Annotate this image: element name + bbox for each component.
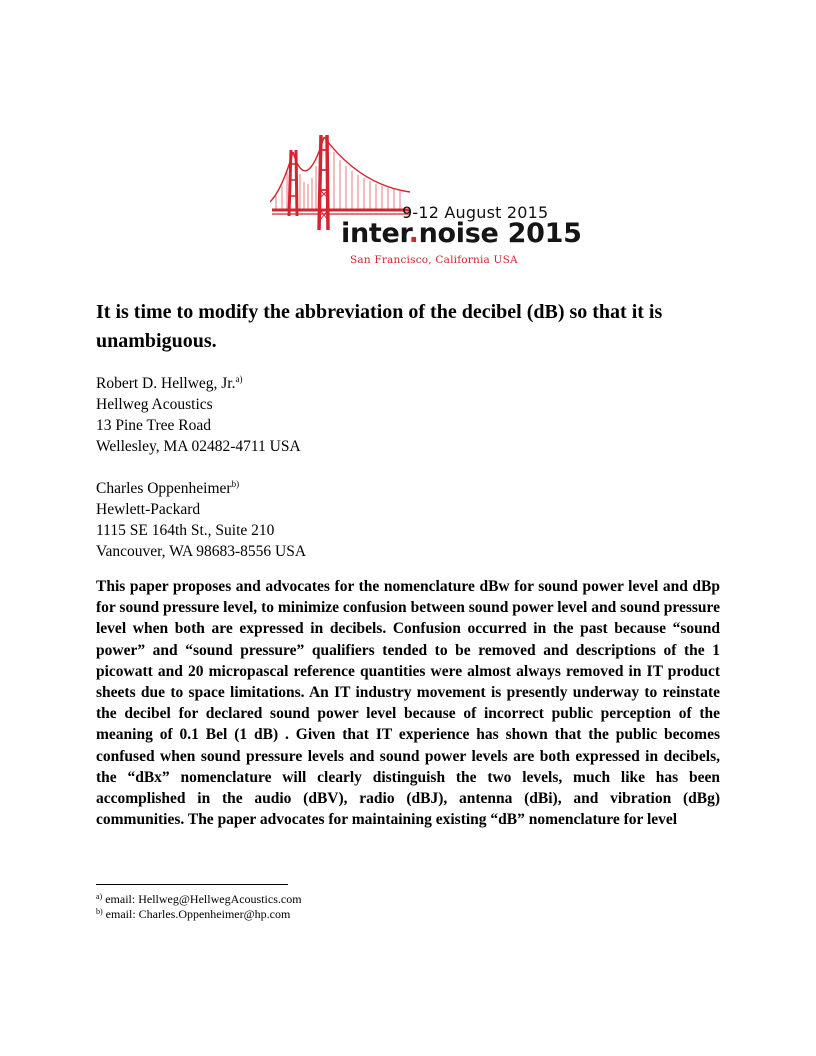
conference-name-dot: . <box>408 218 419 249</box>
footnote-text: email: Hellweg@HellwegAcoustics.com <box>105 892 302 906</box>
author-footnote-marker: b) <box>231 479 240 489</box>
author-address-line: 1115 SE 164th St., Suite 210 <box>96 522 275 539</box>
author-name <box>96 478 496 499</box>
author-affiliation: Hewlett-Packard <box>96 501 201 518</box>
footnote-marker: a) <box>96 892 103 901</box>
footnote-divider <box>96 884 288 885</box>
author-address-line: Wellesley, MA 02482-4711 USA <box>96 438 301 455</box>
author-name <box>96 373 496 394</box>
author-footnote-marker: a) <box>235 374 243 384</box>
footnote-text: email: Charles.Oppenheimer@hp.com <box>105 906 291 921</box>
footnote-marker: b) <box>96 906 103 916</box>
conference-name-part2: noise 2015 <box>418 218 582 249</box>
author-address-line: 13 Pine Tree Road <box>96 417 211 434</box>
footnote-item <box>96 892 596 907</box>
abstract: This paper proposes and advocates for the nomenclature dBw for sound power level and dBp for sound pressure level, to minimize confusion between sound power level and sound pressure level when both are expressed in decibels. Confusion occurred in the past because “sound power” and “sound pressure” qualifiers tended to be removed and descriptions of the 1 picowatt and 20 micropascal reference quantities were almost always removed in IT product sheets due to space limitations. An IT industry movement is presently underway to reinstate the decibel for declared sound power level because of incorrect public perception of the meaning of 0.1 Bel (1 dB) . Given that IT experience has shown that the public becomes confused when sound pressure levels and sound power levels are both expressed in decibels, the “dBx” nomenclature will clearly distinguish the two levels, much like has been accomplished in the audio (dBV), radio (dBJ), antenna (dBi), and vibration (dBg) communities. The paper advocates for maintaining existing “dB” nomenclature for level <box>96 578 720 829</box>
conference-logo <box>270 130 582 270</box>
footnote-item <box>96 907 596 922</box>
conference-name <box>341 218 582 249</box>
paper-title: It is time to modify the abbreviation of the decibel (dB) so that it is unambiguous. <box>96 301 663 352</box>
golden-gate-bridge-icon <box>270 130 410 230</box>
author-block-2 <box>96 478 496 562</box>
author-address-line: Vancouver, WA 98683-8556 USA <box>96 543 307 560</box>
footnotes <box>96 892 596 921</box>
author-affiliation: Hellweg Acoustics <box>96 396 213 413</box>
author-name-text: Charles Oppenheimer <box>96 480 232 497</box>
author-block-1 <box>96 373 496 457</box>
conference-date: 9-12 August 2015 <box>402 203 549 222</box>
conference-name-part1: inter <box>341 218 409 249</box>
author-name-text: Robert D. Hellweg, Jr. <box>96 375 236 392</box>
conference-location: San Francisco, California USA <box>350 254 518 266</box>
